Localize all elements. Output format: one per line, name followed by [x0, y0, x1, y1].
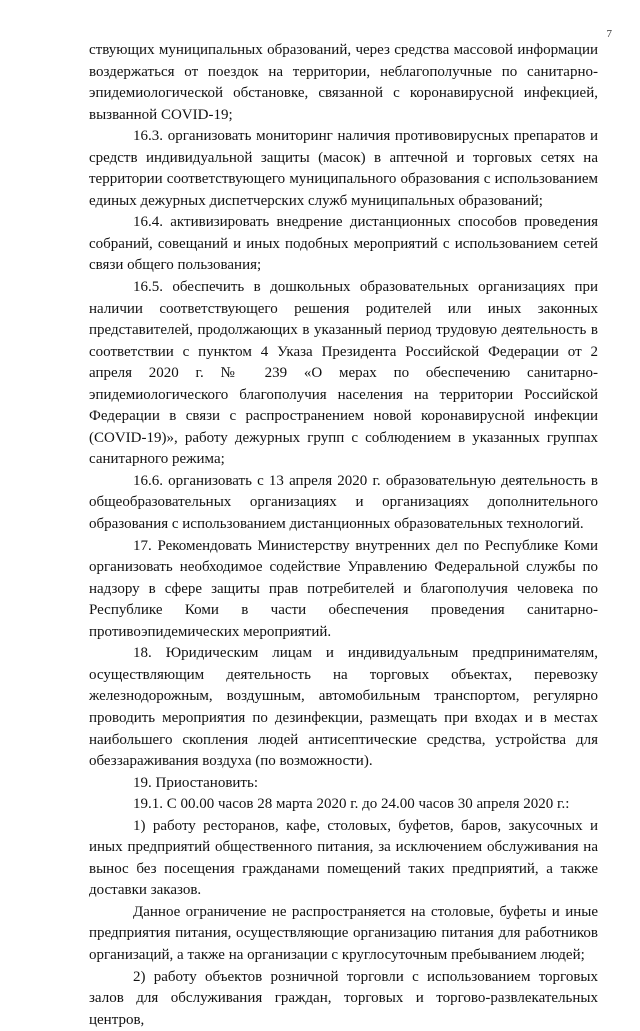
page-number: 7	[606, 28, 612, 40]
document-body	[89, 40, 598, 1031]
paragraph: 16.6. организовать с 13 апреля 2020 г. образовательную деятельность в общеобразовательных организациях и организациях дополнительного образования с использованием дистанционных образовательных технологий.	[89, 472, 598, 533]
paragraph: 16.4. активизировать внедрение дистанционных способов проведения собраний, совещаний и иных подобных мероприятий с использованием сетей связи общего пользования;	[89, 214, 598, 274]
paragraph: 16.5. обеспечить в дошкольных образовательных организациях при наличии соответствующего решения родителей или иных законных представителей, продолжающих в указанный период трудовую деятельность в соответствии с пунктом 4 Указа Президента Российской Федерации от 2 апреля 2020 г. № 239 «О мерах по обеспечению санитарно-эпидемиологического благополучия населения на территории Российской Федерации в связи с распространением новой коронавирусной инфекции (COVID-19)», работу дежурных групп с соблюдением в указанных группах санитарного режима;	[89, 279, 598, 468]
paragraph: 16.3. организовать мониторинг наличия противовирусных препаратов и средств индивидуальной защиты (масок) в аптечной и торговых сетях на территории соответствующего муниципального образования с использованием единых дежурных диспетчерских служб муниципальных образований;	[89, 128, 598, 209]
paragraph: 1) работу ресторанов, кафе, столовых, буфетов, баров, закусочных и иных предприятий общественного питания, за исключением обслуживания на вынос без посещения гражданами помещений таких предприятий, а также доставки заказов.	[89, 817, 598, 899]
paragraph: 2) работу объектов розничной торговли с использованием торговых залов для обслуживания граждан, торговых и торгово-развлекательных центров,	[89, 968, 598, 1028]
paragraph: 17. Рекомендовать Министерству внутренних дел по Республике Коми организовать необходимое содействие Управлению Федеральной службы по надзору в сфере защиты прав потребителей и благополучия человека по Республике Коми в части обеспечения проведения санитарно-противоэпидемических мероприятий.	[89, 537, 598, 640]
paragraph: ствующих муниципальных образований, через средства массовой информации воздержаться от поездок на территории, неблагополучные по санитарно-эпидемиологической обстановке, связанной с коронавирусной инфекцией, вызванной COVID-19;	[89, 42, 598, 123]
paragraph: 19.1. С 00.00 часов 28 марта 2020 г. до 24.00 часов 30 апреля 2020 г.:	[133, 796, 570, 813]
paragraph: 19. Приостановить:	[133, 774, 258, 791]
paragraph: 18. Юридическим лицам и индивидуальным предпринимателям, осуществляющим деятельность на торговых объектах, перевозку железнодорожным, воздушным, автомобильным транспортом, регулярно проводить мероприятия по дезинфекции, размещать при входах и в местах наибольшего скопления людей антисептические средства, устройства для обеззараживания воздуха (по возможности).	[89, 645, 598, 770]
paragraph: Данное ограничение не распространяется на столовые, буфеты и иные предприятия питания, осуществляющие организацию питания для работников организаций, а также на организации с круглосуточным пребыванием людей;	[89, 903, 598, 963]
